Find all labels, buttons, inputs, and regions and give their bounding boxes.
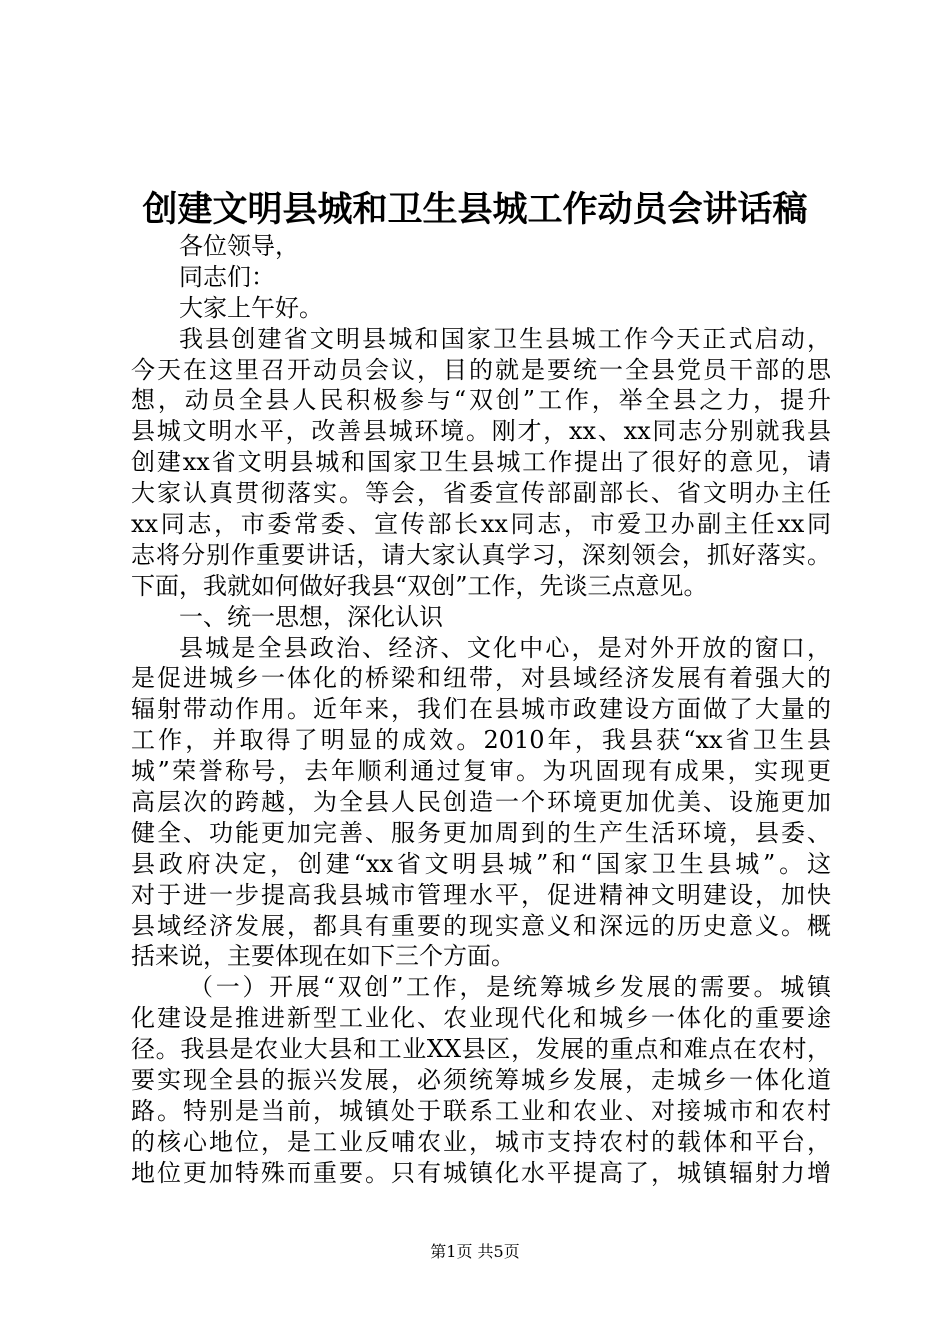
paragraph-line: 下面，我就如何做好我县“双创”工作，先谈三点意见。 [131, 571, 708, 600]
paragraph-line: 县城是全县政治、经济、文化中心，是对外开放的窗口， [179, 633, 831, 662]
paragraph-line: 地位更加特殊而重要。只有城镇化水平提高了，城镇辐射力增 [131, 1158, 831, 1187]
paragraph-line: 径。我县是农业大县和工业XX县区，发展的重点和难点在农村， [131, 1035, 831, 1064]
paragraph-line: 的核心地位，是工业反哺农业，城市支持农村的载体和平台， [131, 1127, 831, 1156]
paragraph-line: 对于进一步提高我县城市管理水平，促进精神文明建设，加快 [131, 880, 831, 909]
paragraph-line: 想，动员全县人民积极参与“双创”工作，举全县之力，提升 [131, 386, 831, 415]
paragraph-line: 工作，并取得了明显的成效。2010年，我县获“xx省卫生县 [131, 726, 831, 755]
paragraph-line: 城”荣誉称号，去年顺利通过复审。为巩固现有成果，实现更 [131, 757, 831, 786]
paragraph-line: 大家认真贯彻落实。等会，省委宣传部副部长、省文明办主任 [131, 479, 831, 508]
greeting-line: 大家上午好。 [179, 293, 323, 322]
paragraph-line: 是促进城乡一体化的桥梁和纽带，对县域经济发展有着强大的 [131, 664, 831, 693]
paragraph-line: xx同志，市委常委、宣传部长xx同志，市爱卫办副主任xx同 [131, 510, 831, 539]
paragraph-line: 县政府决定，创建“xx省文明县城”和“国家卫生县城”。这 [131, 849, 831, 878]
paragraph-line: 创建xx省文明县城和国家卫生县城工作提出了很好的意见，请 [131, 448, 831, 477]
paragraph-line: 我县创建省文明县城和国家卫生县城工作今天正式启动， [179, 324, 831, 353]
paragraph-line: 高层次的跨越，为全县人民创造一个环境更加优美、设施更加 [131, 788, 831, 817]
paragraph-line: 志将分别作重要讲话，请大家认真学习，深刻领会，抓好落实。 [131, 540, 831, 569]
paragraph-line: 今天在这里召开动员会议，目的就是要统一全县党员干部的思 [131, 355, 831, 384]
paragraph-line: 健全、功能更加完善、服务更加周到的生产生活环境，县委、 [131, 818, 831, 847]
paragraph-line: 要实现全县的振兴发展，必须统筹城乡发展，走城乡一体化道 [131, 1066, 831, 1095]
page-footer: 第1页 共5页 [430, 1242, 520, 1261]
section-heading: 一、统一思想，深化认识 [179, 602, 443, 631]
paragraph-line: （一）开展“双创”工作，是统筹城乡发展的需要。城镇 [189, 973, 831, 1002]
paragraph-line: 化建设是推进新型工业化、农业现代化和城乡一体化的重要途 [131, 1004, 831, 1033]
paragraph-line: 县域经济发展，都具有重要的现实意义和深远的历史意义。概 [131, 911, 831, 940]
paragraph-line: 县城文明水平，改善县城环境。刚才，xx、xx同志分别就我县 [131, 417, 831, 446]
document-title: 创建文明县城和卫生县城工作动员会讲话稿 [142, 189, 808, 230]
salutation-line: 同志们： [179, 262, 275, 291]
paragraph-line: 路。特别是当前，城镇处于联系工业和农业、对接城市和农村 [131, 1096, 831, 1125]
paragraph-line: 辐射带动作用。近年来，我们在县城市政建设方面做了大量的 [131, 695, 831, 724]
paragraph-line: 括来说，主要体现在如下三个方面。 [131, 942, 515, 971]
document-body [131, 231, 831, 1189]
salutation-line: 各位领导， [179, 232, 299, 260]
